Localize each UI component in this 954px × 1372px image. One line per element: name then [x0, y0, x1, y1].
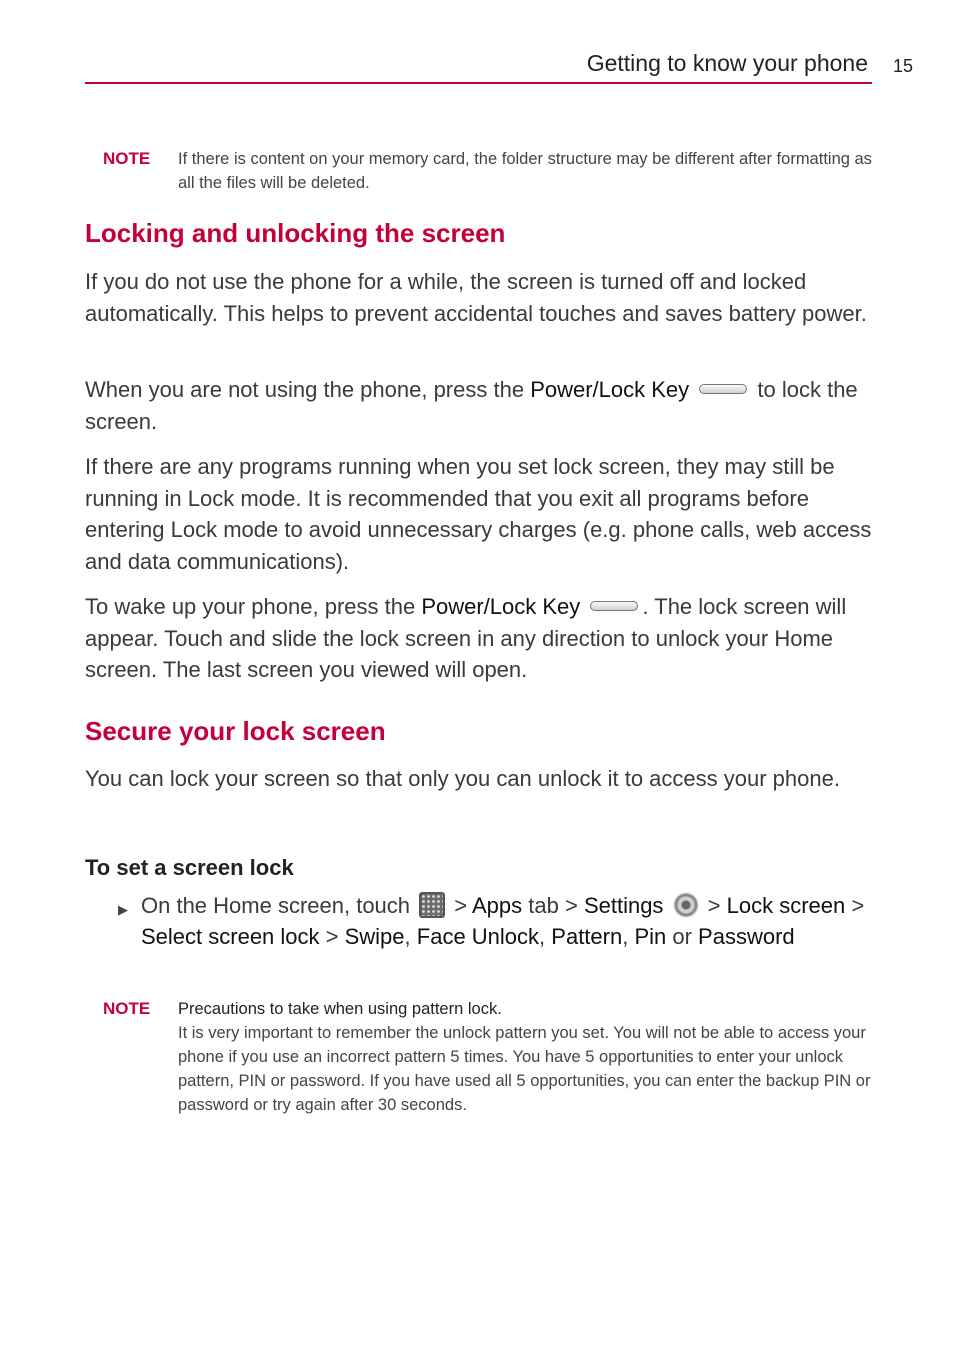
step-set-screen-lock	[141, 890, 871, 952]
note-memory-card	[103, 147, 883, 195]
apps-grid-icon	[419, 892, 445, 918]
section-heading-secure: Secure your lock screen	[85, 716, 386, 746]
paragraph-programs-running: If there are any programs running when you set lock screen, they may still be running in Lock mode. It is recommended that you exit all programs before entering Lock mode to avoid unnecessary charges (e.g. phone calls, web access and data communications).	[85, 454, 872, 574]
subheading-set-screen-lock: To set a screen lock	[85, 855, 294, 880]
paragraph-auto-lock: If you do not use the phone for a while, the screen is turned off and locked automatically. This helps to prevent accidental touches and saves battery power.	[85, 269, 867, 326]
power-lock-key-label: Power/Lock Key	[530, 377, 690, 402]
text-fragment: . The lock screen will appear. Touch and slide the lock screen in any direction to unlock your Home screen. The last screen you viewed will open.	[85, 594, 847, 682]
face-unlock-label: Face Unlock	[416, 924, 540, 949]
text-fragment: On the Home screen, touch	[141, 893, 417, 918]
swipe-label: Swipe	[344, 924, 405, 949]
password-label: Password	[698, 924, 795, 949]
power-lock-key-label: Power/Lock Key	[421, 594, 581, 619]
apps-label: Apps	[472, 893, 523, 918]
power-lock-key-icon	[590, 601, 638, 611]
note-text: It is very important to remember the unlock pattern you set. You will not be able to access your phone if you use an incorrect pattern 5 times. You have 5 opportunities to enter your unlock pattern, PIN or password. If you have used all 5 opportunities, you can enter the backup PIN or password or try again after 30 seconds.	[178, 1024, 871, 1114]
paragraph-secure-intro: You can lock your screen so that only you can unlock it to access your phone.	[85, 766, 840, 791]
text-fragment: ,	[539, 924, 552, 949]
pin-label: Pin	[634, 924, 667, 949]
text-fragment: or	[666, 924, 699, 949]
text-fragment: >	[448, 893, 472, 918]
note-title: Precautions to take when using pattern lock.	[178, 1000, 502, 1018]
select-screen-lock-label: Select screen lock	[141, 924, 320, 949]
section-heading-locking: Locking and unlocking the screen	[85, 218, 506, 248]
triangle-bullet-icon: ▶	[118, 902, 128, 917]
text-fragment: >	[845, 893, 865, 918]
page-header	[85, 48, 872, 84]
text-fragment: to lock the screen.	[85, 377, 858, 434]
text-fragment: >	[701, 893, 727, 918]
text-fragment: ,	[404, 924, 417, 949]
text-fragment: To wake up your phone, press the	[85, 594, 422, 619]
lock-screen-label: Lock screen	[726, 893, 846, 918]
paragraph-wake-up	[85, 591, 875, 686]
paragraph-press-key	[85, 374, 875, 437]
pattern-label: Pattern	[551, 924, 623, 949]
text-fragment: When you are not using the phone, press the	[85, 377, 531, 402]
note-pattern-lock	[103, 997, 883, 1117]
settings-gear-icon	[673, 892, 699, 918]
power-lock-key-icon	[699, 384, 747, 394]
note-text: If there is content on your memory card, the folder structure may be different after formatting as all the files will be deleted.	[178, 150, 872, 192]
page-number: 15	[893, 56, 914, 76]
header-title: Getting to know your phone	[586, 50, 868, 76]
text-fragment: ,	[622, 924, 635, 949]
note-label: NOTE	[103, 149, 151, 168]
text-fragment: tab >	[522, 893, 584, 918]
text-fragment: >	[319, 924, 345, 949]
note-label: NOTE	[103, 999, 151, 1018]
settings-label: Settings	[583, 893, 664, 918]
